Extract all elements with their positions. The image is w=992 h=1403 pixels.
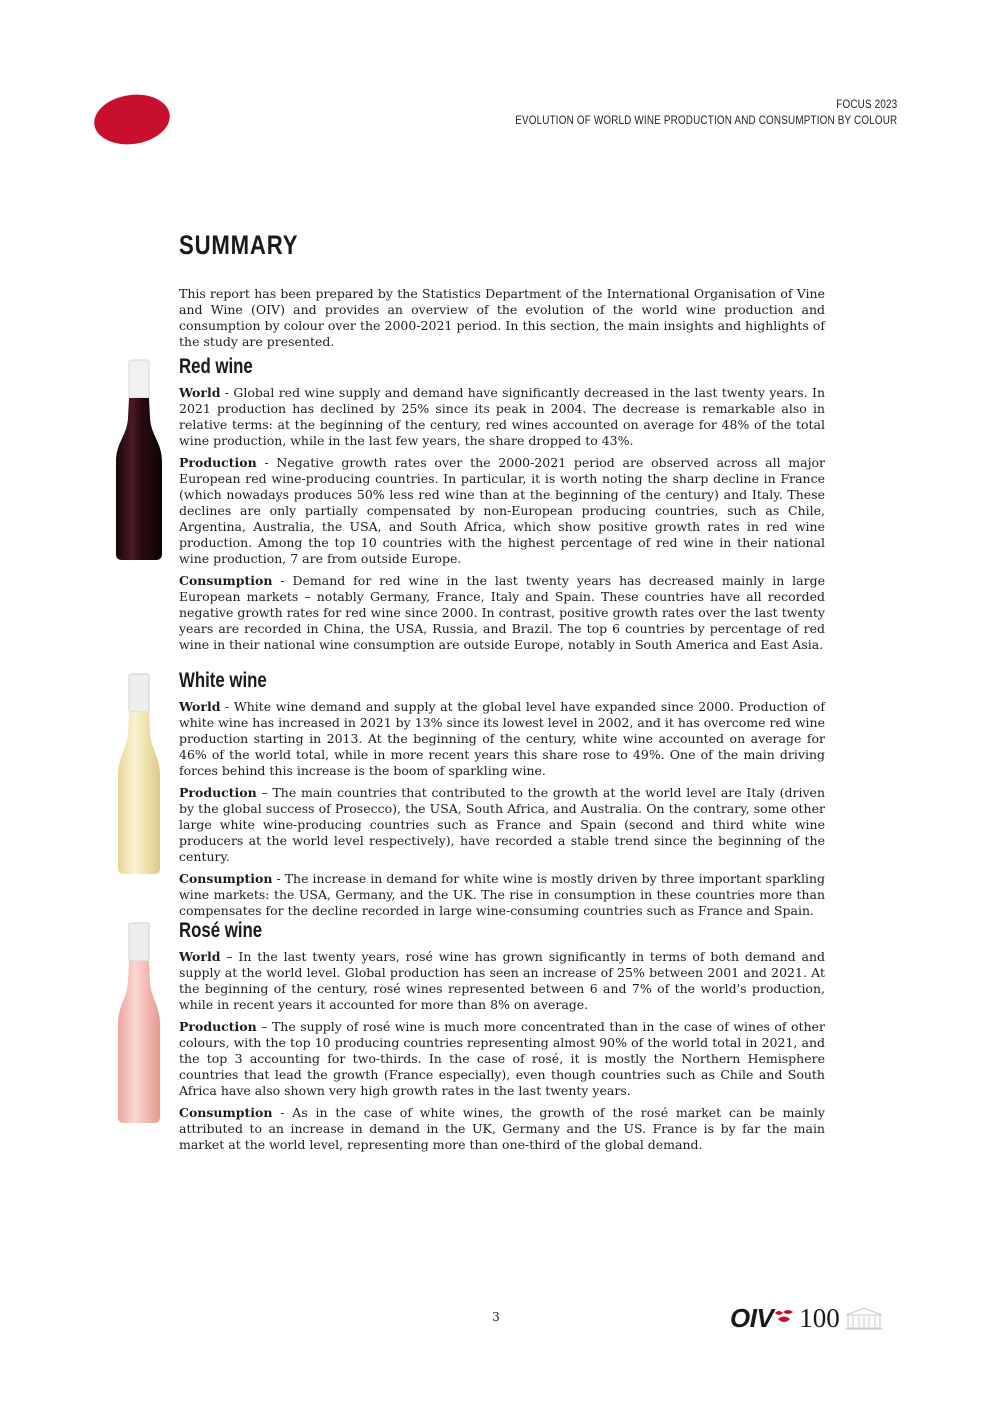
white-wine-consumption-paragraph	[179, 871, 825, 919]
red-wine-consumption-label: Consumption	[179, 573, 273, 588]
rose-wine-section	[179, 919, 825, 1159]
rose-wine-world-text: – In the last twenty years, rosé wine has grown significantly in terms of both demand and supply at the world level. Global production has seen an increase of 25% between 2001 and 2021. At the beginning of the century, rosé wines represented between 6 and 7% of the world's production, while in recent years it accounted for more than 8% on average.	[179, 949, 825, 1012]
rose-wine-heading: Rosé wine	[179, 919, 263, 942]
red-wine-stain-logo	[93, 93, 171, 146]
white-wine-world-text: - White wine demand and supply at the global level have expanded since 2000. Production of white wine has increased in 2021 by 13% since its lowest level in 2002, and it has overcome red wine production starting in 2013. At the beginning of the century, white wine accounted on average for 46% of the world total, while in more recent years this share rose to 49%. One of the main driving forces behind this increase is the boom of sparkling wine.	[179, 699, 825, 778]
document-header	[515, 97, 897, 129]
header-report-title: EVOLUTION OF WORLD WINE PRODUCTION AND CONSUMPTION BY COLOUR	[514, 115, 897, 127]
building-emblem-icon	[844, 1305, 884, 1331]
rose-wine-production-text: – The supply of rosé wine is much more concentrated than in the case of wines of other colours, with the top 10 producing countries representing almost 90% of the world total in 2021, and the top 3 accounting for two-thirds. In the case of rosé, it is mostly the Northern Hemisphere countries that lead the growth (France especially), even though countries such as Chile and South Africa have also shown very high growth rates in the last twenty years.	[179, 1019, 825, 1098]
rose-wine-consumption-label: Consumption	[179, 1105, 273, 1120]
summary-intro: This report has been prepared by the Statistics Department of the International Organisation of Vine and Wine (OIV) and provides an overview of the evolution of the world wine production and consumption by colour over the 2000-2021 period. In this section, the main insights and highlights of the study are presented.	[179, 286, 825, 349]
red-wine-production-paragraph	[179, 455, 825, 567]
grape-leaf-icon	[773, 1309, 795, 1327]
white-wine-consumption-label: Consumption	[179, 871, 273, 886]
rose-wine-consumption-paragraph	[179, 1105, 825, 1153]
red-wine-world-label: World	[179, 385, 221, 400]
rose-wine-production-paragraph	[179, 1019, 825, 1099]
oiv-logo-text: OIV	[730, 1302, 774, 1333]
red-wine-world-paragraph	[179, 385, 825, 449]
white-wine-bottle-image	[110, 672, 168, 882]
red-wine-heading: Red wine	[179, 355, 253, 378]
white-wine-production-paragraph	[179, 785, 825, 865]
white-wine-world-label: World	[179, 699, 221, 714]
red-wine-consumption-paragraph	[179, 573, 825, 653]
header-focus: FOCUS 2023	[835, 99, 897, 111]
white-wine-production-text: – The main countries that contributed to the growth at the world level are Italy (driven by the global success of Prosecco), the USA, South Africa, and Australia. On the contrary, some other large white wine-producing countries such as France and Spain (second and third white wine producers at the world level respectively), have recorded a stable trend since the beginning of the century.	[179, 785, 825, 864]
page-number: 3	[492, 1310, 500, 1324]
red-wine-bottle-image	[110, 358, 168, 568]
oiv-logo-number: 100	[799, 1302, 840, 1333]
summary-title: SUMMARY	[179, 230, 299, 260]
red-wine-consumption-text: - Demand for red wine in the last twenty years has decreased mainly in large European markets – notably Germany, France, Italy and Spain. These countries have all recorded negative growth rates for red wine since 2000. In contrast, positive growth rates over the last twenty years are recorded in China, the USA, Russia, and Brazil. The top 6 countries by percentage of red wine in their national wine consumption are outside Europe, notably in South America and East Asia.	[179, 573, 825, 652]
rose-wine-bottle-image	[110, 921, 168, 1131]
white-wine-production-label: Production	[179, 785, 257, 800]
red-wine-production-text: - Negative growth rates over the 2000-2021 period are observed across all major European red wine-producing countries. In particular, it is worth noting the sharp decline in France (which nowadays produces 50% less red wine than at the beginning of the century) and Italy. These declines are only partially compensated by non-European producing countries, such as Chile, Argentina, Australia, the USA, and South Africa, which show positive growth rates in red wine production. Among the top 10 countries with the highest percentage of red wine in their national wine production, 7 are from outside Europe.	[179, 455, 825, 566]
red-wine-world-text: - Global red wine supply and demand have significantly decreased in the last twenty years. In 2021 production has declined by 25% since its peak in 2004. The decrease is remarkable also in relative terms: at the beginning of the century, red wines accounted on average for 48% of the total wine production, while in the last few years, the share dropped to 43%.	[179, 385, 825, 448]
white-wine-heading: White wine	[179, 669, 267, 692]
rose-wine-production-label: Production	[179, 1019, 257, 1034]
oiv-100-logo	[730, 1300, 884, 1336]
rose-wine-consumption-text: - As in the case of white wines, the growth of the rosé market can be mainly attributed to an increase in demand in the UK, Germany and the US. France is by far the main market at the world level, representing more than one-third of the global demand.	[179, 1105, 825, 1152]
rose-wine-world-paragraph	[179, 949, 825, 1013]
rose-wine-world-label: World	[179, 949, 221, 964]
white-wine-world-paragraph	[179, 699, 825, 779]
white-wine-consumption-text: - The increase in demand for white wine is mostly driven by three important sparkling wine markets: the USA, Germany, and the UK. The rise in consumption in these countries more than compensates for the decline recorded in large wine-consuming countries such as France and Spain.	[179, 871, 825, 918]
red-wine-production-label: Production	[179, 455, 257, 470]
red-wine-section	[179, 355, 825, 659]
white-wine-section	[179, 669, 825, 925]
